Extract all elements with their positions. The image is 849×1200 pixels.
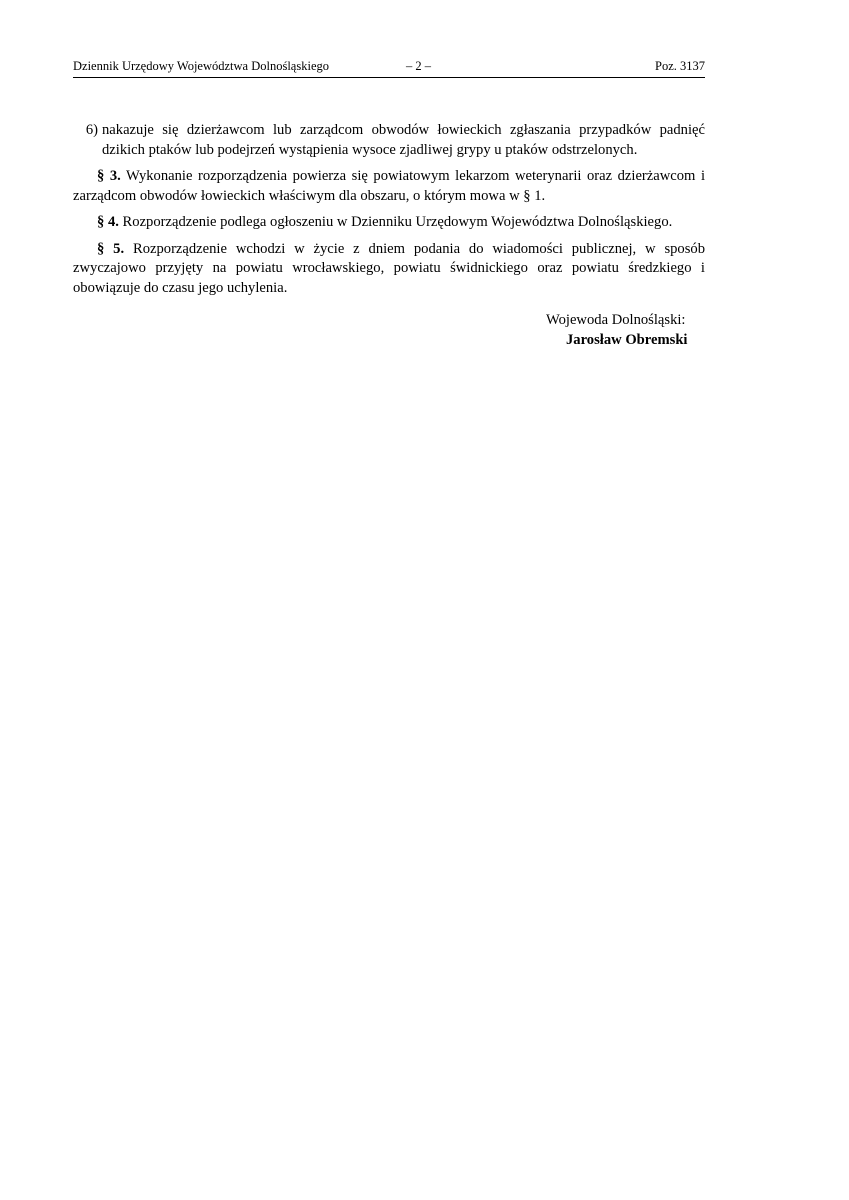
list-item-6: [73, 121, 705, 160]
paragraph-label: § 4.: [97, 214, 119, 230]
paragraph-text: Rozporządzenie podlega ogłoszeniu w Dzienniku Urzędowym Województwa Dolnośląskiego.: [118, 214, 673, 230]
signatory-role: Wojewoda Dolnośląski:: [546, 312, 686, 328]
paragraph-5: [73, 240, 705, 299]
journal-title: Dziennik Urzędowy Województwa Dolnośląskiego: [73, 59, 329, 73]
position-number: Poz. 3137: [655, 59, 705, 73]
list-item-text: nakazuje się dzierżawcom lub zarządcom obwodów łowieckich zgłaszania przypadków padnięć dzikich ptaków lub podejrzeń wystąpienia wysoce zjadliwej grypy u ptaków odstrzelonych.: [102, 122, 705, 158]
page-number: – 2 –: [406, 59, 431, 73]
paragraph-text: Wykonanie rozporządzenia powierza się powiatowym lekarzom weterynarii oraz dzierżawcom i zarządcom obwodów łowieckich właściwym dla obszaru, o którym mowa w § 1.: [73, 168, 705, 204]
list-item-number: 6): [85, 122, 98, 138]
page-header: [73, 58, 705, 78]
paragraph-4: [73, 213, 705, 233]
paragraph-text: Rozporządzenie wchodzi w życie z dniem podania do wiadomości publicznej, w sposób zwyczajowo przyjęty na powiatu wrocławskiego, powiatu świdnickiego oraz powiatu średzkiego i obowiązuje do czasu jego uchylenia.: [73, 240, 706, 296]
document-body: [73, 121, 705, 298]
signatory-name: Jarosław Obremski: [566, 332, 688, 348]
paragraph-3: [73, 167, 705, 206]
paragraph-label: § 5.: [97, 240, 125, 257]
paragraph-label: § 3.: [97, 168, 121, 184]
